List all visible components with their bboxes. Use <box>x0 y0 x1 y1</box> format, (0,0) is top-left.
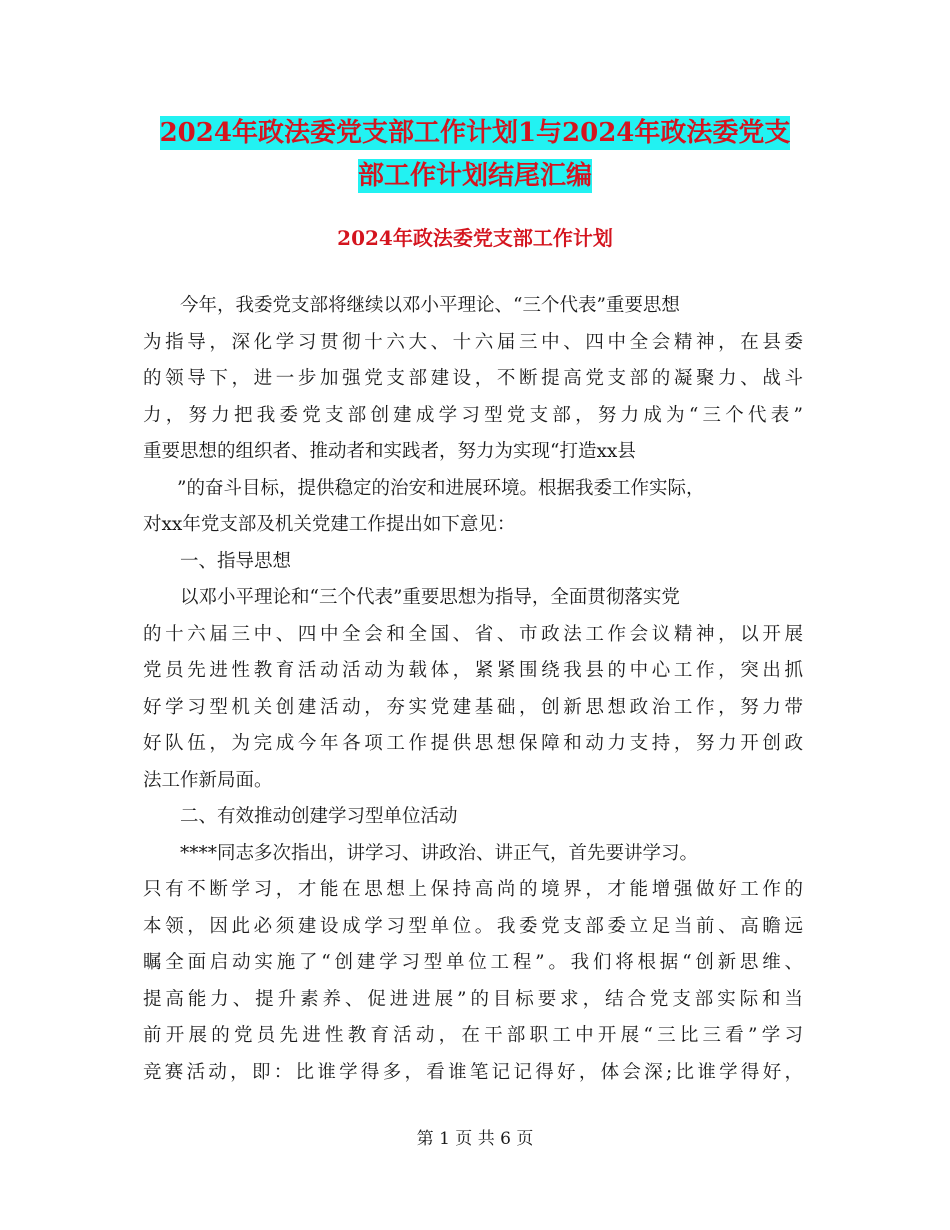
paragraph-line: 党员先进性教育活动活动为载体，紧紧围绕我县的中心工作，突出抓 <box>143 660 803 681</box>
paragraph-line: 前开展的党员先进性教育活动，在干部职工中开展“三比三看”学习 <box>143 1025 803 1046</box>
paragraph-line: 竞赛活动，即：比谁学得多，看谁笔记记得好，体会深;比谁学得好， <box>143 1061 803 1083</box>
title-highlight: 2024年政法委党支部工作计划1与2024年政法委党支 <box>159 118 791 148</box>
paragraph-line: 好队伍，为完成今年各项工作提供思想保障和动力支持，努力开创政 <box>143 733 803 754</box>
section-heading: 二、有效推动创建学习型单位活动 <box>180 806 458 827</box>
paragraph-line: ”的奋斗目标，提供稳定的治安和进展环境。根据我委工作实际， <box>177 477 705 499</box>
page-number-footer: 第 1 页 共 6 页 <box>416 1129 534 1149</box>
paragraph-line: 本领，因此必须建设成学习型单位。我委党支部委立足当前、高瞻远 <box>143 915 803 937</box>
paragraph-line: 以邓小平理论和“三个代表”重要思想为指导，全面贯彻落实党 <box>180 587 680 608</box>
document-title-line-2 <box>100 151 850 201</box>
paragraph-line: 提高能力、提升素养、促进进展”的目标要求，结合党支部实际和当 <box>143 988 803 1010</box>
body-text <box>143 288 803 1091</box>
paragraph-line: 瞩全面启动实施了“创建学习型单位工程”。我们将根据“创新思维、 <box>143 952 803 973</box>
paragraph-line: 对xx年党支部及机关党建工作提出如下意见： <box>143 514 516 535</box>
paragraph-line: 法工作新局面。 <box>143 769 273 791</box>
paragraph-line: 为指导，深化学习贯彻十六大、十六届三中、四中全会精神，在县委 <box>143 331 803 353</box>
section-heading: 一、指导思想 <box>180 550 292 572</box>
paragraph-line: 只有不断学习，才能在思想上保持高尚的境界，才能增强做好工作的 <box>143 879 803 900</box>
section-title: 2024年政法委党支部工作计划 <box>337 226 613 250</box>
paragraph-line: 力，努力把我委党支部创建成学习型党支部，努力成为“三个代表” <box>143 404 803 426</box>
title-highlight: 部工作计划结尾汇编 <box>357 161 592 191</box>
paragraph-line: 的十六届三中、四中全会和全国、省、市政法工作会议精神，以开展 <box>143 623 803 645</box>
paragraph-line: 重要思想的组织者、推动者和实践者，努力为实现“打造xx县 <box>143 441 636 462</box>
paragraph-line: 的领导下，进一步加强党支部建设，不断提高党支部的凝聚力、战斗 <box>143 368 803 389</box>
paragraph-line: ****同志多次指出，讲学习、讲政治、讲正气，首先要讲学习。 <box>180 842 699 864</box>
paragraph-line: 今年，我委党支部将继续以邓小平理论、“三个代表”重要思想 <box>180 295 680 316</box>
paragraph-line: 好学习型机关创建活动，夯实党建基础，创新思想政治工作，努力带 <box>143 696 803 718</box>
